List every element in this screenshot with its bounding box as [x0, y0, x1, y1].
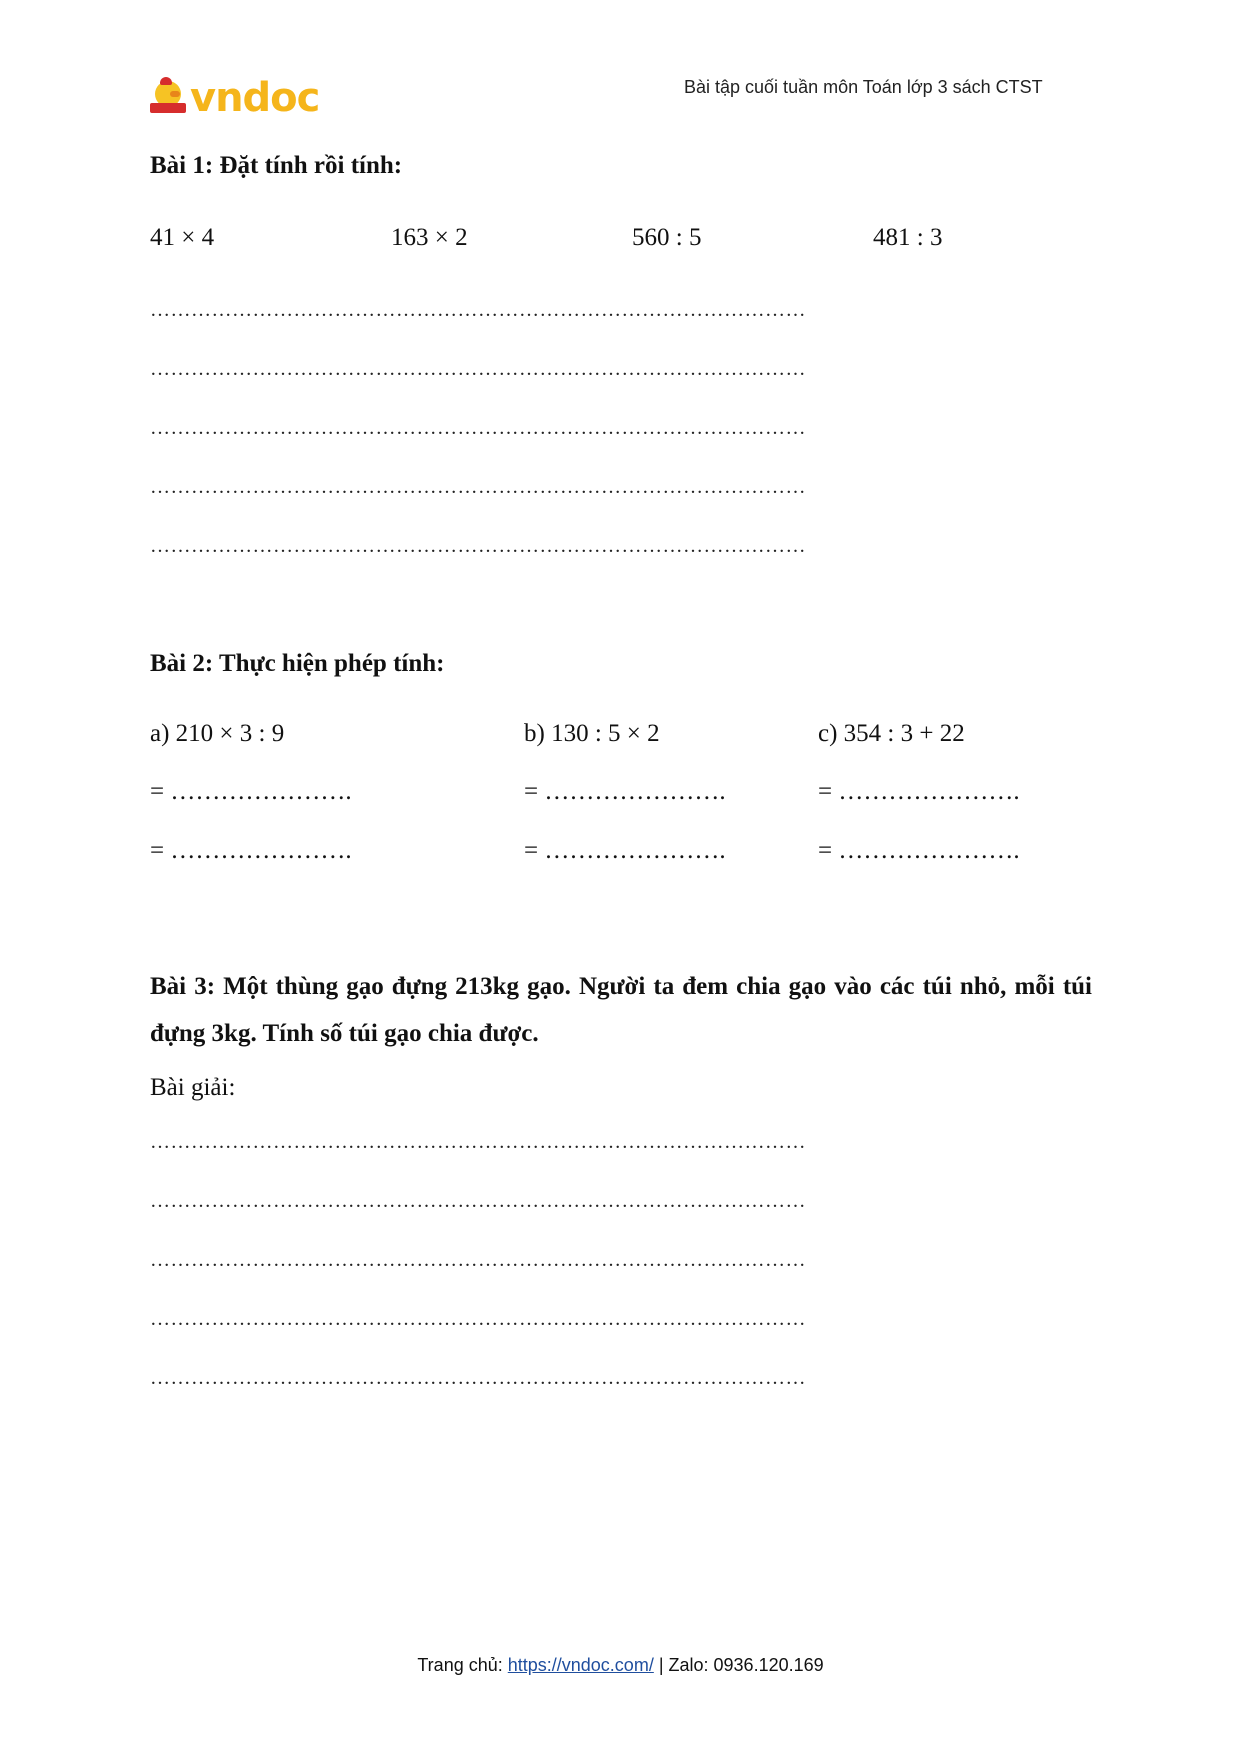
- exercise-2-answer-a-step-1[interactable]: = ………………….: [150, 778, 352, 805]
- exercise-2-answer-a-step-2[interactable]: = ………………….: [150, 837, 352, 864]
- answer-line[interactable]: ……………………………………………………………………………………: [150, 1131, 806, 1153]
- solution-label: Bài giải:: [150, 1074, 236, 1101]
- answer-line[interactable]: ……………………………………………………………………………………: [150, 299, 806, 321]
- exercise-1-heading: Bài 1: Đặt tính rồi tính:: [150, 152, 403, 179]
- answer-line[interactable]: ……………………………………………………………………………………: [150, 1308, 806, 1330]
- answer-line[interactable]: ……………………………………………………………………………………: [150, 476, 806, 498]
- exercise-1-expression: 163 × 2: [391, 224, 468, 251]
- vndoc-logo: [150, 72, 319, 124]
- answer-line[interactable]: ……………………………………………………………………………………: [150, 1367, 806, 1389]
- exercise-2-answer-c-step-1[interactable]: = ………………….: [818, 778, 1020, 805]
- exercise-1-expression: 560 : 5: [632, 224, 702, 251]
- exercise-3-heading: Bài 3: Một thùng gạo đựng 213kg gạo. Người ta đem chia gạo vào các túi nhỏ, mỗi túi đựng 3kg. Tính số túi gạo chia được.: [150, 973, 1092, 1047]
- exercise-2-heading: Bài 2: Thực hiện phép tính:: [150, 650, 445, 677]
- exercise-2-answer-b-step-2[interactable]: = ………………….: [524, 837, 726, 864]
- exercise-2-expression-a: a) 210 × 3 : 9: [150, 720, 285, 747]
- answer-line[interactable]: ……………………………………………………………………………………: [150, 417, 806, 439]
- exercise-1-expression: 41 × 4: [150, 224, 215, 251]
- exercise-2-expression-b: b) 130 : 5 × 2: [524, 720, 660, 747]
- document-header-title: Bài tập cuối tuần môn Toán lớp 3 sách CTST: [684, 77, 1043, 97]
- footer-contact: | Zalo: 0936.120.169: [653, 1655, 824, 1675]
- vndoc-rooster-mascot-icon: [150, 77, 188, 119]
- page-footer: [0, 1655, 1241, 1676]
- answer-line[interactable]: ……………………………………………………………………………………: [150, 358, 806, 380]
- exercise-2-expression-c: c) 354 : 3 + 22: [818, 720, 965, 747]
- homepage-link[interactable]: https://vndoc.com/: [507, 1655, 654, 1675]
- logo-text: vndoc: [190, 75, 320, 121]
- answer-line[interactable]: ……………………………………………………………………………………: [150, 1190, 806, 1212]
- answer-line[interactable]: ……………………………………………………………………………………: [150, 1249, 806, 1271]
- exercise-1-expression: 481 : 3: [873, 224, 943, 251]
- footer-prefix: Trang chủ:: [417, 1655, 508, 1675]
- exercise-2-answer-c-step-2[interactable]: = ………………….: [818, 837, 1020, 864]
- exercise-2-answer-b-step-1[interactable]: = ………………….: [524, 778, 726, 805]
- answer-line[interactable]: ……………………………………………………………………………………: [150, 535, 806, 557]
